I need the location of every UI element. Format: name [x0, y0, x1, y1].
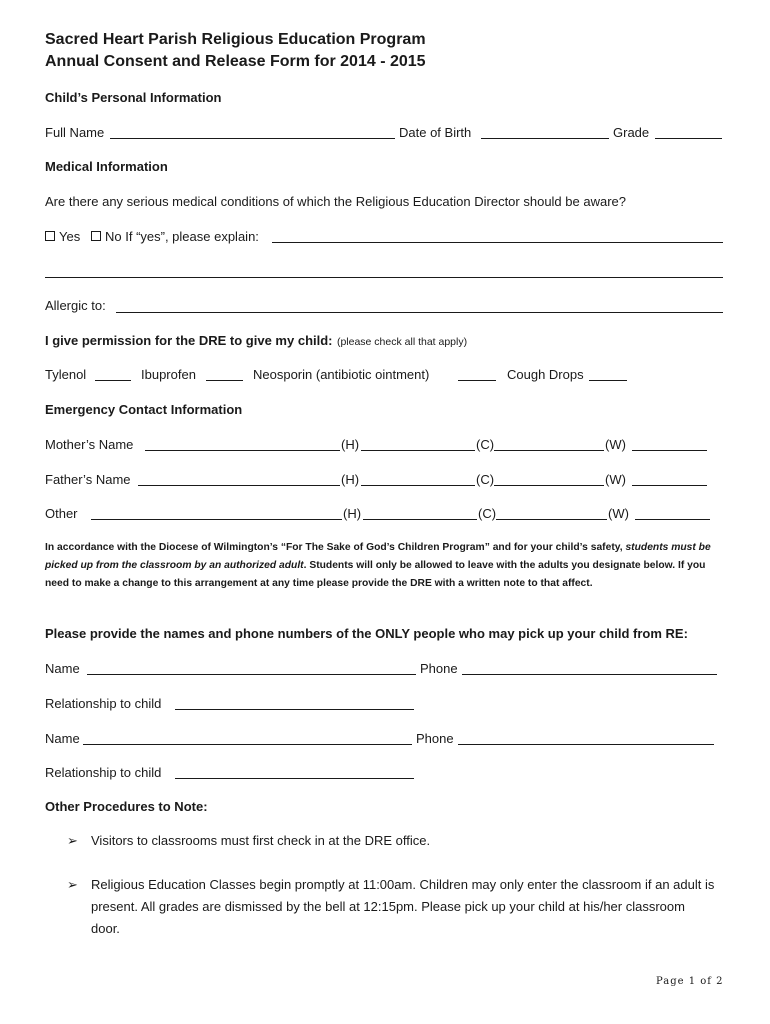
- form-title-line2: Annual Consent and Release Form for 2014 - 2015: [45, 53, 426, 70]
- pickup2-relationship-field[interactable]: [175, 778, 414, 779]
- option-cough-drops-field[interactable]: [589, 380, 627, 381]
- permission-heading: I give permission for the DRE to give my child:: [45, 333, 333, 348]
- pickup1-phone-field[interactable]: [462, 674, 717, 675]
- father-name-field[interactable]: [138, 485, 340, 486]
- allergic-field[interactable]: [116, 312, 723, 313]
- father-home-label: (H): [341, 472, 360, 487]
- other-cell-field[interactable]: [496, 519, 607, 520]
- full-name-field[interactable]: [110, 138, 395, 139]
- other-name-field[interactable]: [91, 519, 342, 520]
- option-cough-drops-label: Cough Drops: [507, 367, 584, 382]
- mother-home-label: (H): [341, 437, 360, 452]
- procedures-heading: Other Procedures to Note:: [45, 799, 208, 814]
- procedure-item-1: Visitors to classrooms must first check in at the DRE office.: [91, 833, 431, 848]
- yes-checkbox[interactable]: [45, 231, 55, 241]
- pickup1-relationship-field[interactable]: [175, 709, 414, 710]
- pickup2-name-label: Name: [45, 731, 80, 746]
- emergency-heading: Emergency Contact Information: [45, 402, 243, 417]
- arrow-bullet-icon: ➢: [67, 833, 78, 848]
- other-home-field[interactable]: [363, 519, 477, 520]
- mother-work-field[interactable]: [632, 450, 707, 451]
- father-work-label: (W): [605, 472, 626, 487]
- notice-italic: students must be picked up from the classroom by an authorized adult: [45, 542, 711, 571]
- no-option[interactable]: [91, 229, 259, 244]
- notice-part1: In accordance with the Diocese of Wilmington’s “For The Sake of God’s Children Program” and for your child’s safety,: [45, 542, 626, 553]
- explain-field[interactable]: [272, 242, 723, 243]
- permission-note: (please check all that apply): [336, 336, 468, 348]
- mother-name-label: Mother’s Name: [45, 437, 134, 452]
- page-number: Page 1 of 2: [656, 976, 724, 987]
- option-tylenol-label: Tylenol: [45, 367, 87, 382]
- pickup-heading: Please provide the names and phone numbers of the ONLY people who may pick up your child from RE:: [45, 626, 688, 641]
- dob-label: Date of Birth: [399, 125, 472, 140]
- allergic-label: Allergic to:: [45, 298, 106, 313]
- father-name-label: Father’s Name: [45, 472, 131, 487]
- pickup1-relationship-label: Relationship to child: [45, 696, 162, 711]
- full-name-label: Full Name: [45, 125, 105, 140]
- pickup2-phone-field[interactable]: [458, 744, 714, 745]
- pickup2-name-field[interactable]: [83, 744, 412, 745]
- option-neosporin-label: Neosporin (antibiotic ointment): [253, 367, 430, 382]
- mother-work-label: (W): [605, 437, 626, 452]
- father-work-field[interactable]: [632, 485, 707, 486]
- grade-field[interactable]: [655, 138, 722, 139]
- no-checkbox[interactable]: [91, 231, 101, 241]
- explain-field-continued[interactable]: [45, 277, 723, 278]
- pickup2-phone-label: Phone: [416, 731, 454, 746]
- yes-option[interactable]: [45, 229, 80, 244]
- pickup2-relationship-label: Relationship to child: [45, 765, 162, 780]
- arrow-bullet-icon: ➢: [67, 877, 78, 892]
- option-tylenol-field[interactable]: [95, 380, 131, 381]
- grade-label: Grade: [613, 125, 650, 140]
- permission-heading-row: [45, 332, 467, 350]
- notice-part2: . Students will only be allowed to leave with the adults you designate below. If you need to make a change to this arrangement at any time please provide the DRE with a written note to that affect.: [45, 560, 706, 589]
- father-cell-field[interactable]: [494, 485, 604, 486]
- pickup1-name-field[interactable]: [87, 674, 416, 675]
- option-ibuprofen-label: Ibuprofen: [141, 367, 196, 382]
- father-home-field[interactable]: [361, 485, 475, 486]
- other-name-label: Other: [45, 506, 78, 521]
- pickup1-phone-label: Phone: [420, 661, 458, 676]
- other-cell-label: (C): [478, 506, 497, 521]
- pickup-policy-notice: [45, 539, 713, 593]
- child-info-heading: Child’s Personal Information: [45, 90, 222, 105]
- mother-cell-field[interactable]: [494, 450, 604, 451]
- procedure-item-2: Religious Education Classes begin promptly at 11:00am. Children may only enter the classroom if an adult is present. All grades are dismissed by the bell at 12:15pm. Please pick up your child at his/her classroom door.: [91, 877, 715, 936]
- medical-heading: Medical Information: [45, 159, 168, 174]
- mother-cell-label: (C): [476, 437, 495, 452]
- medical-question: Are there any serious medical conditions of which the Religious Education Director should be aware?: [45, 194, 626, 209]
- other-work-label: (W): [608, 506, 629, 521]
- form-title-line1: Sacred Heart Parish Religious Education Program: [45, 31, 426, 48]
- other-home-label: (H): [343, 506, 362, 521]
- other-work-field[interactable]: [635, 519, 710, 520]
- father-cell-label: (C): [476, 472, 495, 487]
- dob-field[interactable]: [481, 138, 609, 139]
- yes-label: Yes: [59, 229, 81, 244]
- pickup1-name-label: Name: [45, 661, 80, 676]
- no-label: No If “yes”, please explain:: [105, 229, 259, 244]
- mother-name-field[interactable]: [145, 450, 340, 451]
- option-neosporin-field[interactable]: [458, 380, 496, 381]
- mother-home-field[interactable]: [361, 450, 475, 451]
- option-ibuprofen-field[interactable]: [206, 380, 243, 381]
